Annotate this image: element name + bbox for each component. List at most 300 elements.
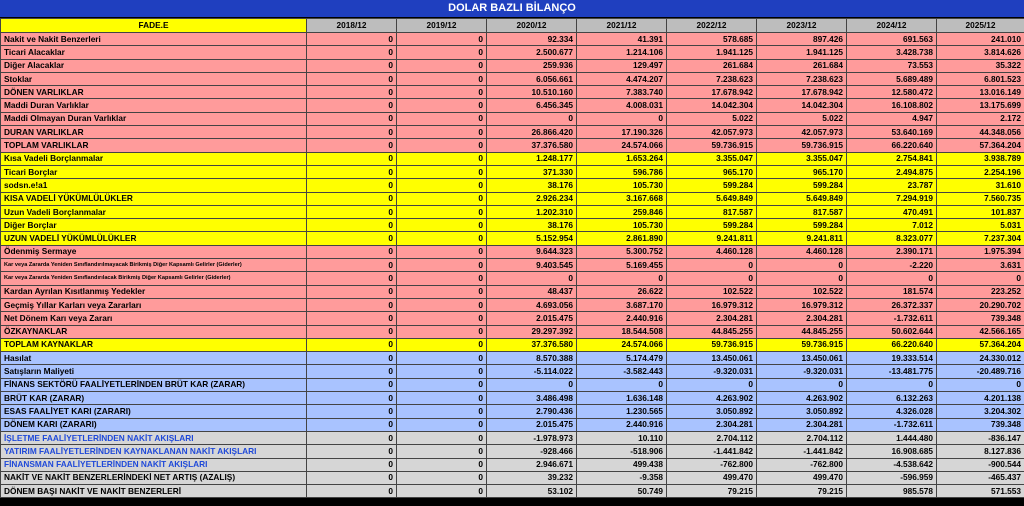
value-cell[interactable]: 817.587: [667, 205, 757, 218]
value-cell[interactable]: 0: [397, 72, 487, 85]
value-cell[interactable]: 20.290.702: [937, 298, 1024, 311]
value-cell[interactable]: 0: [307, 205, 397, 218]
row-label[interactable]: NAKİT VE NAKİT BENZERLERİNDEKİ NET ARTIŞ (AZALIŞ): [1, 471, 307, 484]
value-cell[interactable]: 3.050.892: [667, 405, 757, 418]
value-cell[interactable]: 0: [397, 59, 487, 72]
value-cell[interactable]: 0: [307, 139, 397, 152]
value-cell[interactable]: 0: [397, 272, 487, 285]
row-label[interactable]: DÖNEM KARI (ZARARI): [1, 418, 307, 431]
value-cell[interactable]: 0: [307, 365, 397, 378]
value-cell[interactable]: 2.304.281: [667, 418, 757, 431]
value-cell[interactable]: 4.460.128: [757, 245, 847, 258]
value-cell[interactable]: 105.730: [577, 219, 667, 232]
value-cell[interactable]: 0: [397, 179, 487, 192]
value-cell[interactable]: 16.979.312: [667, 298, 757, 311]
value-cell[interactable]: 7.294.919: [847, 192, 937, 205]
row-label[interactable]: Ticari Borçlar: [1, 165, 307, 178]
value-cell[interactable]: 1.444.480: [847, 431, 937, 444]
value-cell[interactable]: 0: [307, 259, 397, 272]
value-cell[interactable]: 8.570.388: [487, 352, 577, 365]
value-cell[interactable]: 2.172: [937, 112, 1024, 125]
value-cell[interactable]: 2.440.916: [577, 312, 667, 325]
value-cell[interactable]: 3.050.892: [757, 405, 847, 418]
row-label[interactable]: sodsn.e!a1: [1, 179, 307, 192]
value-cell[interactable]: 261.684: [667, 59, 757, 72]
value-cell[interactable]: 5.022: [667, 112, 757, 125]
value-cell[interactable]: 1.941.125: [757, 46, 847, 59]
value-cell[interactable]: 17.190.326: [577, 126, 667, 139]
value-cell[interactable]: 5.649.849: [667, 192, 757, 205]
value-cell[interactable]: -1.978.973: [487, 431, 577, 444]
value-cell[interactable]: 596.786: [577, 165, 667, 178]
value-cell[interactable]: 571.553: [937, 485, 1024, 498]
value-cell[interactable]: 48.437: [487, 285, 577, 298]
header-year[interactable]: 2021/12: [577, 19, 667, 33]
value-cell[interactable]: 31.610: [937, 179, 1024, 192]
value-cell[interactable]: 0: [307, 418, 397, 431]
value-cell[interactable]: 19.333.514: [847, 352, 937, 365]
value-cell[interactable]: -20.489.716: [937, 365, 1024, 378]
value-cell[interactable]: 0: [307, 378, 397, 391]
value-cell[interactable]: 0: [397, 46, 487, 59]
row-label[interactable]: Ticari Alacaklar: [1, 46, 307, 59]
value-cell[interactable]: 13.016.149: [937, 86, 1024, 99]
value-cell[interactable]: 1.202.310: [487, 205, 577, 218]
value-cell[interactable]: 0: [307, 86, 397, 99]
value-cell[interactable]: 10.510.160: [487, 86, 577, 99]
value-cell[interactable]: 7.238.623: [667, 72, 757, 85]
value-cell[interactable]: 0: [667, 378, 757, 391]
value-cell[interactable]: 4.263.902: [757, 392, 847, 405]
value-cell[interactable]: 0: [307, 165, 397, 178]
value-cell[interactable]: 739.348: [937, 312, 1024, 325]
value-cell[interactable]: -900.544: [937, 458, 1024, 471]
value-cell[interactable]: 0: [397, 33, 487, 46]
row-label[interactable]: Hasılat: [1, 352, 307, 365]
value-cell[interactable]: 0: [757, 378, 847, 391]
value-cell[interactable]: 499.438: [577, 458, 667, 471]
value-cell[interactable]: 0: [847, 272, 937, 285]
value-cell[interactable]: -596.959: [847, 471, 937, 484]
value-cell[interactable]: 2.304.281: [667, 312, 757, 325]
value-cell[interactable]: 59.736.915: [757, 139, 847, 152]
value-cell[interactable]: -4.538.642: [847, 458, 937, 471]
value-cell[interactable]: 0: [397, 338, 487, 351]
value-cell[interactable]: 5.031: [937, 219, 1024, 232]
value-cell[interactable]: -928.466: [487, 445, 577, 458]
value-cell[interactable]: 0: [397, 112, 487, 125]
value-cell[interactable]: 0: [307, 352, 397, 365]
value-cell[interactable]: 2.946.671: [487, 458, 577, 471]
header-year[interactable]: 2023/12: [757, 19, 847, 33]
value-cell[interactable]: 9.403.545: [487, 259, 577, 272]
value-cell[interactable]: -5.114.022: [487, 365, 577, 378]
row-label[interactable]: UZUN VADELİ YÜKÜMLÜLÜKLER: [1, 232, 307, 245]
value-cell[interactable]: 6.456.345: [487, 99, 577, 112]
value-cell[interactable]: 0: [397, 445, 487, 458]
value-cell[interactable]: 578.685: [667, 33, 757, 46]
row-label[interactable]: Maddi Duran Varlıklar: [1, 99, 307, 112]
value-cell[interactable]: 0: [577, 272, 667, 285]
header-ticker[interactable]: FADE.E: [1, 19, 307, 33]
value-cell[interactable]: 5.174.479: [577, 352, 667, 365]
value-cell[interactable]: 1.248.177: [487, 152, 577, 165]
value-cell[interactable]: 7.560.735: [937, 192, 1024, 205]
value-cell[interactable]: 0: [847, 378, 937, 391]
value-cell[interactable]: 102.522: [757, 285, 847, 298]
value-cell[interactable]: 2.704.112: [667, 431, 757, 444]
value-cell[interactable]: -9.358: [577, 471, 667, 484]
value-cell[interactable]: 0: [307, 72, 397, 85]
value-cell[interactable]: 59.736.915: [667, 139, 757, 152]
value-cell[interactable]: 1.653.264: [577, 152, 667, 165]
value-cell[interactable]: 12.580.472: [847, 86, 937, 99]
value-cell[interactable]: 0: [397, 139, 487, 152]
value-cell[interactable]: 57.364.204: [937, 139, 1024, 152]
value-cell[interactable]: 0: [307, 312, 397, 325]
value-cell[interactable]: 3.938.789: [937, 152, 1024, 165]
value-cell[interactable]: 26.866.420: [487, 126, 577, 139]
value-cell[interactable]: 0: [397, 325, 487, 338]
value-cell[interactable]: 1.975.394: [937, 245, 1024, 258]
value-cell[interactable]: 2.926.234: [487, 192, 577, 205]
value-cell[interactable]: 5.022: [757, 112, 847, 125]
value-cell[interactable]: -762.800: [757, 458, 847, 471]
value-cell[interactable]: 16.108.802: [847, 99, 937, 112]
row-label[interactable]: FİNANS SEKTÖRÜ FAALİYETLERİNDEN BRÜT KAR (ZARAR): [1, 378, 307, 391]
value-cell[interactable]: 0: [397, 165, 487, 178]
value-cell[interactable]: 44.845.255: [757, 325, 847, 338]
value-cell[interactable]: -1.732.611: [847, 312, 937, 325]
value-cell[interactable]: 0: [307, 33, 397, 46]
value-cell[interactable]: 5.152.954: [487, 232, 577, 245]
value-cell[interactable]: 0: [397, 259, 487, 272]
value-cell[interactable]: -762.800: [667, 458, 757, 471]
value-cell[interactable]: 2.790.436: [487, 405, 577, 418]
value-cell[interactable]: 0: [397, 298, 487, 311]
value-cell[interactable]: 0: [397, 205, 487, 218]
row-label[interactable]: Diğer Alacaklar: [1, 59, 307, 72]
value-cell[interactable]: 2.015.475: [487, 418, 577, 431]
value-cell[interactable]: 0: [397, 352, 487, 365]
row-label[interactable]: Satışların Maliyeti: [1, 365, 307, 378]
value-cell[interactable]: 102.522: [667, 285, 757, 298]
value-cell[interactable]: 259.936: [487, 59, 577, 72]
value-cell[interactable]: 14.042.304: [667, 99, 757, 112]
value-cell[interactable]: 223.252: [937, 285, 1024, 298]
value-cell[interactable]: 14.042.304: [757, 99, 847, 112]
row-label[interactable]: Diğer Borçlar: [1, 219, 307, 232]
value-cell[interactable]: 0: [307, 126, 397, 139]
value-cell[interactable]: 0: [397, 126, 487, 139]
value-cell[interactable]: 44.845.255: [667, 325, 757, 338]
row-label[interactable]: Net Dönem Karı veya Zararı: [1, 312, 307, 325]
value-cell[interactable]: 24.330.012: [937, 352, 1024, 365]
value-cell[interactable]: 0: [307, 392, 397, 405]
value-cell[interactable]: 79.215: [757, 485, 847, 498]
row-label[interactable]: İŞLETME FAALİYETLERİNDEN NAKİT AKIŞLARI: [1, 431, 307, 444]
value-cell[interactable]: 0: [577, 112, 667, 125]
value-cell[interactable]: 261.684: [757, 59, 847, 72]
row-label[interactable]: Kar veya Zararda Yeniden Sınıflandırılmayacak Birikmiş Diğer Kapsamlı Gelirler (Giderler): [1, 259, 307, 272]
value-cell[interactable]: -13.481.775: [847, 365, 937, 378]
value-cell[interactable]: 0: [397, 245, 487, 258]
value-cell[interactable]: 0: [307, 219, 397, 232]
value-cell[interactable]: 53.640.169: [847, 126, 937, 139]
value-cell[interactable]: 0: [307, 152, 397, 165]
value-cell[interactable]: 817.587: [757, 205, 847, 218]
value-cell[interactable]: 0: [397, 192, 487, 205]
value-cell[interactable]: 0: [307, 46, 397, 59]
value-cell[interactable]: 4.460.128: [667, 245, 757, 258]
value-cell[interactable]: 0: [307, 325, 397, 338]
value-cell[interactable]: 470.491: [847, 205, 937, 218]
value-cell[interactable]: 2.704.112: [757, 431, 847, 444]
value-cell[interactable]: 181.574: [847, 285, 937, 298]
value-cell[interactable]: 3.486.498: [487, 392, 577, 405]
value-cell[interactable]: 8.323.077: [847, 232, 937, 245]
value-cell[interactable]: 985.578: [847, 485, 937, 498]
value-cell[interactable]: 9.644.323: [487, 245, 577, 258]
value-cell[interactable]: 23.787: [847, 179, 937, 192]
value-cell[interactable]: 0: [307, 245, 397, 258]
value-cell[interactable]: 2.861.890: [577, 232, 667, 245]
row-label[interactable]: DÖNEM BAŞI NAKİT VE NAKİT BENZERLERİ: [1, 485, 307, 498]
header-year[interactable]: 2024/12: [847, 19, 937, 33]
value-cell[interactable]: 6.056.661: [487, 72, 577, 85]
value-cell[interactable]: 0: [307, 431, 397, 444]
row-label[interactable]: TOPLAM VARLIKLAR: [1, 139, 307, 152]
value-cell[interactable]: 0: [667, 259, 757, 272]
value-cell[interactable]: 0: [397, 458, 487, 471]
value-cell[interactable]: 4.263.902: [667, 392, 757, 405]
value-cell[interactable]: 37.376.580: [487, 139, 577, 152]
value-cell[interactable]: 0: [307, 99, 397, 112]
value-cell[interactable]: 0: [307, 445, 397, 458]
value-cell[interactable]: 0: [307, 298, 397, 311]
value-cell[interactable]: 2.390.171: [847, 245, 937, 258]
value-cell[interactable]: 37.376.580: [487, 338, 577, 351]
value-cell[interactable]: 0: [397, 485, 487, 498]
value-cell[interactable]: 0: [307, 192, 397, 205]
value-cell[interactable]: 39.232: [487, 471, 577, 484]
value-cell[interactable]: 4.201.138: [937, 392, 1024, 405]
value-cell[interactable]: 0: [307, 112, 397, 125]
value-cell[interactable]: 371.330: [487, 165, 577, 178]
value-cell[interactable]: 8.127.836: [937, 445, 1024, 458]
value-cell[interactable]: 16.979.312: [757, 298, 847, 311]
value-cell[interactable]: 0: [397, 365, 487, 378]
value-cell[interactable]: 0: [397, 471, 487, 484]
value-cell[interactable]: 0: [487, 112, 577, 125]
value-cell[interactable]: 7.383.740: [577, 86, 667, 99]
value-cell[interactable]: 2.754.841: [847, 152, 937, 165]
value-cell[interactable]: 599.284: [757, 219, 847, 232]
row-label[interactable]: KISA VADELİ YÜKÜMLÜLÜKLER: [1, 192, 307, 205]
value-cell[interactable]: 3.204.302: [937, 405, 1024, 418]
value-cell[interactable]: 66.220.640: [847, 338, 937, 351]
value-cell[interactable]: 66.220.640: [847, 139, 937, 152]
value-cell[interactable]: 2.500.677: [487, 46, 577, 59]
value-cell[interactable]: 9.241.811: [757, 232, 847, 245]
value-cell[interactable]: 0: [397, 152, 487, 165]
value-cell[interactable]: 965.170: [757, 165, 847, 178]
header-year[interactable]: 2022/12: [667, 19, 757, 33]
value-cell[interactable]: 0: [397, 99, 487, 112]
value-cell[interactable]: 0: [757, 259, 847, 272]
value-cell[interactable]: 129.497: [577, 59, 667, 72]
value-cell[interactable]: 7.237.304: [937, 232, 1024, 245]
value-cell[interactable]: 105.730: [577, 179, 667, 192]
value-cell[interactable]: -9.320.031: [757, 365, 847, 378]
row-label[interactable]: Nakit ve Nakit Benzerleri: [1, 33, 307, 46]
value-cell[interactable]: 101.837: [937, 205, 1024, 218]
value-cell[interactable]: 38.176: [487, 219, 577, 232]
value-cell[interactable]: 0: [397, 86, 487, 99]
value-cell[interactable]: -1.441.842: [757, 445, 847, 458]
value-cell[interactable]: 1.636.148: [577, 392, 667, 405]
value-cell[interactable]: 0: [307, 338, 397, 351]
row-label[interactable]: Stoklar: [1, 72, 307, 85]
value-cell[interactable]: 0: [397, 232, 487, 245]
row-label[interactable]: TOPLAM KAYNAKLAR: [1, 338, 307, 351]
value-cell[interactable]: 0: [397, 418, 487, 431]
value-cell[interactable]: 5.649.849: [757, 192, 847, 205]
value-cell[interactable]: 13.450.061: [757, 352, 847, 365]
value-cell[interactable]: 50.749: [577, 485, 667, 498]
value-cell[interactable]: 0: [487, 378, 577, 391]
value-cell[interactable]: -518.906: [577, 445, 667, 458]
value-cell[interactable]: 0: [397, 431, 487, 444]
value-cell[interactable]: 0: [937, 272, 1024, 285]
value-cell[interactable]: 35.322: [937, 59, 1024, 72]
value-cell[interactable]: 3.167.668: [577, 192, 667, 205]
value-cell[interactable]: 3.687.170: [577, 298, 667, 311]
value-cell[interactable]: 5.169.455: [577, 259, 667, 272]
value-cell[interactable]: 241.010: [937, 33, 1024, 46]
header-year[interactable]: 2018/12: [307, 19, 397, 33]
value-cell[interactable]: 41.391: [577, 33, 667, 46]
value-cell[interactable]: 0: [937, 378, 1024, 391]
value-cell[interactable]: 7.238.623: [757, 72, 847, 85]
value-cell[interactable]: 1.230.565: [577, 405, 667, 418]
value-cell[interactable]: -9.320.031: [667, 365, 757, 378]
value-cell[interactable]: 2.254.196: [937, 165, 1024, 178]
value-cell[interactable]: 599.284: [667, 179, 757, 192]
row-label[interactable]: Kar veya Zararda Yeniden Sınıflandırılacak Birikmiş Diğer Kapsamlı Gelirler (Giderler): [1, 272, 307, 285]
value-cell[interactable]: 57.364.204: [937, 338, 1024, 351]
value-cell[interactable]: -1.441.842: [667, 445, 757, 458]
value-cell[interactable]: 4.693.056: [487, 298, 577, 311]
value-cell[interactable]: 42.057.973: [667, 126, 757, 139]
header-year[interactable]: 2025/12: [937, 19, 1024, 33]
value-cell[interactable]: 59.736.915: [667, 338, 757, 351]
value-cell[interactable]: 4.326.028: [847, 405, 937, 418]
value-cell[interactable]: 5.300.752: [577, 245, 667, 258]
value-cell[interactable]: 17.678.942: [667, 86, 757, 99]
value-cell[interactable]: 18.544.508: [577, 325, 667, 338]
value-cell[interactable]: 0: [397, 219, 487, 232]
value-cell[interactable]: -836.147: [937, 431, 1024, 444]
value-cell[interactable]: 0: [307, 471, 397, 484]
value-cell[interactable]: 10.110: [577, 431, 667, 444]
value-cell[interactable]: 26.622: [577, 285, 667, 298]
value-cell[interactable]: 13.175.699: [937, 99, 1024, 112]
value-cell[interactable]: 4.947: [847, 112, 937, 125]
value-cell[interactable]: 3.428.738: [847, 46, 937, 59]
value-cell[interactable]: 2.015.475: [487, 312, 577, 325]
value-cell[interactable]: 13.450.061: [667, 352, 757, 365]
value-cell[interactable]: 38.176: [487, 179, 577, 192]
value-cell[interactable]: 4.474.207: [577, 72, 667, 85]
value-cell[interactable]: 5.689.489: [847, 72, 937, 85]
value-cell[interactable]: 0: [397, 312, 487, 325]
value-cell[interactable]: 3.631: [937, 259, 1024, 272]
row-label[interactable]: DURAN VARLIKLAR: [1, 126, 307, 139]
value-cell[interactable]: 92.334: [487, 33, 577, 46]
value-cell[interactable]: -465.437: [937, 471, 1024, 484]
value-cell[interactable]: 26.372.337: [847, 298, 937, 311]
value-cell[interactable]: 0: [487, 272, 577, 285]
row-label[interactable]: Kardan Ayrılan Kısıtlanmış Yedekler: [1, 285, 307, 298]
value-cell[interactable]: 0: [667, 272, 757, 285]
value-cell[interactable]: 0: [757, 272, 847, 285]
value-cell[interactable]: 3.814.626: [937, 46, 1024, 59]
value-cell[interactable]: 29.297.392: [487, 325, 577, 338]
value-cell[interactable]: 2.304.281: [757, 418, 847, 431]
value-cell[interactable]: 739.348: [937, 418, 1024, 431]
value-cell[interactable]: 0: [307, 179, 397, 192]
value-cell[interactable]: 79.215: [667, 485, 757, 498]
value-cell[interactable]: 42.057.973: [757, 126, 847, 139]
row-label[interactable]: YATIRIM FAALİYETLERİNDEN KAYNAKLANAN NAKİT AKIŞLARI: [1, 445, 307, 458]
header-year[interactable]: 2019/12: [397, 19, 487, 33]
value-cell[interactable]: 2.304.281: [757, 312, 847, 325]
value-cell[interactable]: 691.563: [847, 33, 937, 46]
value-cell[interactable]: 599.284: [757, 179, 847, 192]
value-cell[interactable]: 3.355.047: [757, 152, 847, 165]
row-label[interactable]: Ödenmiş Sermaye: [1, 245, 307, 258]
row-label[interactable]: ESAS FAALİYET KARI (ZARARI): [1, 405, 307, 418]
value-cell[interactable]: 0: [307, 458, 397, 471]
value-cell[interactable]: 259.846: [577, 205, 667, 218]
row-label[interactable]: Kısa Vadeli Borçlanmalar: [1, 152, 307, 165]
value-cell[interactable]: 0: [307, 272, 397, 285]
value-cell[interactable]: 3.355.047: [667, 152, 757, 165]
value-cell[interactable]: 0: [307, 232, 397, 245]
row-label[interactable]: BRÜT KAR (ZARAR): [1, 392, 307, 405]
value-cell[interactable]: 6.132.263: [847, 392, 937, 405]
row-label[interactable]: DÖNEN VARLIKLAR: [1, 86, 307, 99]
value-cell[interactable]: 0: [397, 378, 487, 391]
value-cell[interactable]: 0: [397, 392, 487, 405]
value-cell[interactable]: 73.553: [847, 59, 937, 72]
row-label[interactable]: Uzun Vadeli Borçlanmalar: [1, 205, 307, 218]
value-cell[interactable]: 24.574.066: [577, 338, 667, 351]
value-cell[interactable]: 0: [577, 378, 667, 391]
value-cell[interactable]: 0: [307, 285, 397, 298]
value-cell[interactable]: 499.470: [757, 471, 847, 484]
value-cell[interactable]: 17.678.942: [757, 86, 847, 99]
value-cell[interactable]: 24.574.066: [577, 139, 667, 152]
value-cell[interactable]: 1.941.125: [667, 46, 757, 59]
row-label[interactable]: Geçmiş Yıllar Karları veya Zararları: [1, 298, 307, 311]
value-cell[interactable]: 599.284: [667, 219, 757, 232]
value-cell[interactable]: -1.732.611: [847, 418, 937, 431]
value-cell[interactable]: 0: [307, 405, 397, 418]
value-cell[interactable]: 1.214.106: [577, 46, 667, 59]
value-cell[interactable]: 9.241.811: [667, 232, 757, 245]
